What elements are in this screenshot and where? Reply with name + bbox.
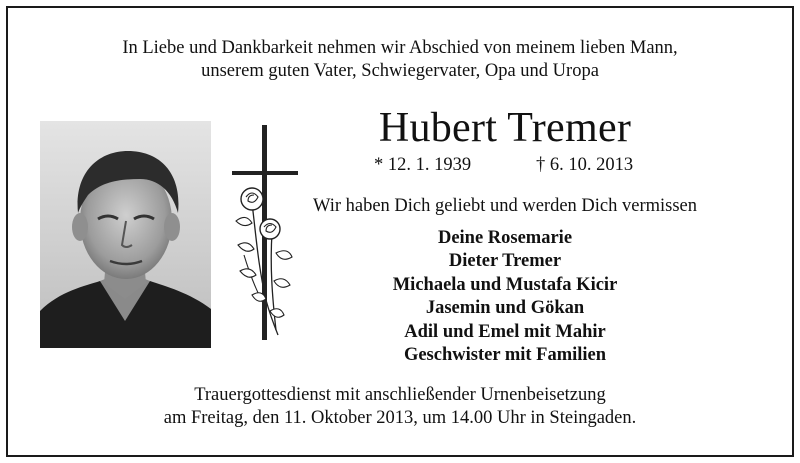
birth-date: * 12. 1. 1939 bbox=[374, 155, 472, 175]
service-line-1: Trauergottesdienst mit anschließender Urnenbeisetzung bbox=[194, 385, 606, 405]
mourner-item: Michaela und Mustafa Kicir bbox=[392, 274, 618, 295]
mourner-item: Geschwister mit Familien bbox=[403, 345, 607, 366]
mourner-item: Jasemin und Gökan bbox=[425, 298, 585, 319]
mourner-item: Adil und Emel mit Mahir bbox=[404, 321, 606, 342]
death-date: † 6. 10. 2013 bbox=[536, 155, 634, 175]
mourner-item: Deine Rosemarie bbox=[437, 228, 573, 248]
mourner-item: Dieter Tremer bbox=[448, 251, 562, 272]
portrait-silhouette bbox=[40, 121, 211, 348]
service-line-2: am Freitag, den 11. Oktober 2013, um 14.00 Uhr in Steingaden. bbox=[163, 408, 637, 428]
cross-with-roses-icon bbox=[226, 125, 304, 345]
tagline: Wir haben Dich geliebt und werden Dich vermissen bbox=[312, 196, 698, 216]
intro-line-1: In Liebe und Dankbarkeit nehmen wir Abschied von meinem lieben Mann, bbox=[122, 38, 678, 58]
deceased-name: Hubert Tremer bbox=[378, 105, 632, 151]
mourners-list bbox=[300, 227, 710, 367]
intro-line-2: unserem guten Vater, Schwiegervater, Opa und Uropa bbox=[201, 61, 599, 81]
portrait-photo bbox=[40, 121, 211, 348]
